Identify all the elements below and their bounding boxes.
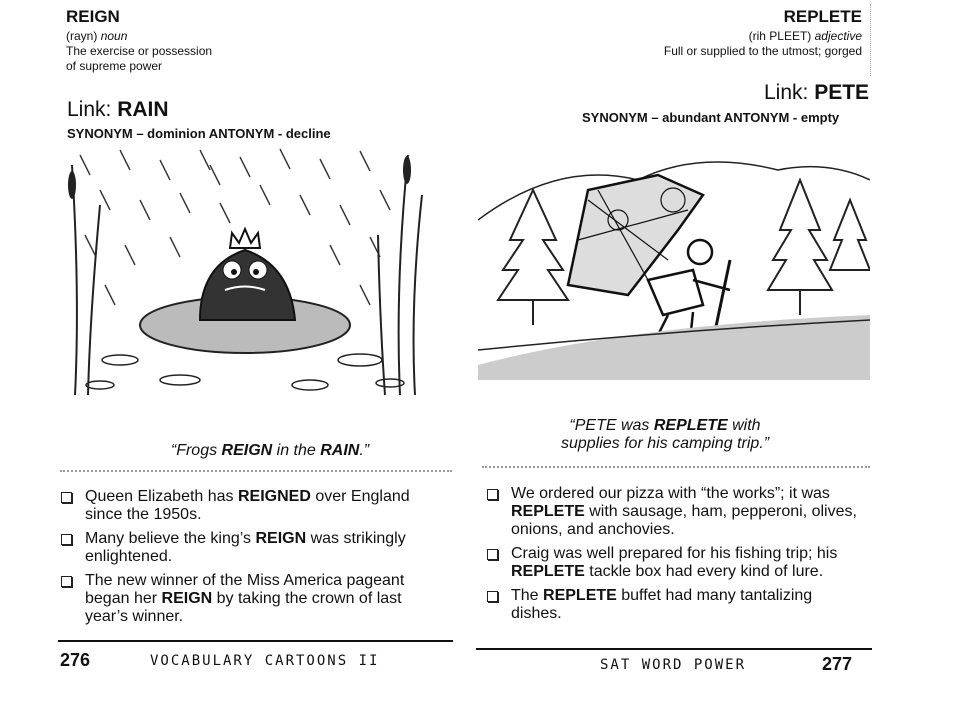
right-caption bbox=[520, 417, 810, 453]
text-segment: over England bbox=[310, 488, 410, 505]
text-bold: REPLETE bbox=[511, 563, 585, 580]
left-link-label: Link: bbox=[67, 98, 112, 121]
checkbox-icon bbox=[487, 489, 498, 500]
left-caption-post: .” bbox=[359, 442, 370, 459]
water-ripples bbox=[86, 354, 404, 390]
right-sentence-1 bbox=[484, 485, 874, 539]
left-definition-1: The exercise or possession bbox=[66, 44, 213, 58]
text-bold: REIGN bbox=[255, 530, 307, 547]
right-sentence-2 bbox=[484, 545, 874, 581]
right-footer-title: SAT WORD POWER bbox=[600, 657, 747, 673]
text-segment: tackle box had every kind of lure. bbox=[584, 563, 824, 580]
text-line: The new winner of the Miss America pageant bbox=[85, 572, 405, 589]
ground bbox=[478, 315, 870, 380]
text-line: onions, and anchovies. bbox=[511, 521, 675, 538]
right-divider bbox=[482, 466, 870, 468]
text-bold: REPLETE bbox=[511, 503, 585, 520]
right-sentence-list bbox=[484, 485, 874, 629]
left-link bbox=[67, 98, 169, 122]
hiker-cartoon bbox=[478, 140, 870, 380]
left-part-of-speech: noun bbox=[100, 29, 128, 43]
text-bold: REPLETE bbox=[543, 587, 617, 604]
left-caption-pre: “Frogs bbox=[170, 442, 222, 459]
right-caption-bold: REPLETE bbox=[653, 417, 728, 434]
left-link-word: RAIN bbox=[117, 98, 169, 121]
text-line: since the 1950s. bbox=[85, 506, 202, 523]
right-synonym-line: SYNONYM – abundant ANTONYM - empty bbox=[582, 110, 840, 125]
right-caption-line2: supplies for his camping trip.” bbox=[560, 435, 770, 452]
text-segment: The bbox=[511, 587, 544, 604]
text-bold: REIGN bbox=[161, 590, 213, 607]
right-word-title: REPLETE bbox=[783, 7, 862, 26]
text-segment: Many believe the king’s bbox=[85, 530, 256, 547]
checkbox-icon bbox=[487, 549, 498, 560]
left-page-number: 276 bbox=[60, 650, 91, 670]
left-divider bbox=[60, 470, 452, 472]
right-caption-post: with bbox=[727, 417, 761, 434]
right-margin-line bbox=[870, 4, 871, 76]
text-segment: with sausage, ham, pepperoni, olives, bbox=[584, 503, 857, 520]
text-line: enlightened. bbox=[85, 548, 173, 565]
left-sentence-list bbox=[58, 488, 453, 632]
right-definition-1: Full or supplied to the utmost; gorged bbox=[663, 44, 862, 58]
left-sentence-2 bbox=[58, 530, 453, 566]
left-caption bbox=[120, 442, 420, 460]
crown bbox=[230, 229, 260, 248]
text-segment: buffet had many tantalizing bbox=[616, 587, 813, 604]
left-caption-bold2: RAIN bbox=[320, 442, 360, 459]
text-line: dishes. bbox=[511, 605, 562, 622]
right-page-number: 277 bbox=[822, 654, 853, 674]
text-segment: began her bbox=[85, 590, 162, 607]
right-link-label: Link: bbox=[764, 81, 809, 104]
checkbox-icon bbox=[487, 591, 498, 602]
left-word-title: REIGN bbox=[66, 7, 120, 26]
checkbox-icon bbox=[61, 576, 72, 587]
frog bbox=[200, 250, 295, 320]
left-synonym-line: SYNONYM – dominion ANTONYM - decline bbox=[67, 126, 331, 141]
left-caption-bold1: REIGN bbox=[221, 442, 273, 459]
text-line: We ordered our pizza with “the works”; it was bbox=[511, 485, 830, 502]
left-footer-rule bbox=[58, 640, 453, 642]
right-footer-rule bbox=[476, 648, 872, 650]
checkbox-icon bbox=[61, 534, 72, 545]
text-line: Craig was well prepared for his fishing trip; his bbox=[511, 545, 838, 562]
right-part-of-speech: adjective bbox=[814, 29, 862, 43]
right-pronunciation-line bbox=[749, 29, 862, 44]
text-bold: REIGNED bbox=[238, 488, 311, 505]
right-caption-pre: “PETE was bbox=[569, 417, 654, 434]
right-sentence-3 bbox=[484, 587, 874, 623]
text-line: year’s winner. bbox=[85, 608, 184, 625]
text-segment: by taking the crown of last bbox=[212, 590, 402, 607]
right-link bbox=[764, 81, 869, 105]
checkbox-icon bbox=[61, 492, 72, 503]
text-segment: Queen Elizabeth has bbox=[85, 488, 238, 505]
left-pronunciation-line bbox=[66, 29, 127, 44]
left-sentence-1 bbox=[58, 488, 453, 524]
left-definition-2: of supreme power bbox=[66, 59, 163, 73]
left-caption-mid: in the bbox=[272, 442, 321, 459]
right-pronunciation: (rih PLEET) bbox=[748, 29, 812, 43]
left-sentence-3 bbox=[58, 572, 453, 626]
frog-cartoon bbox=[60, 145, 430, 400]
text-segment: was strikingly bbox=[306, 530, 406, 547]
left-pronunciation: (rayn) bbox=[66, 29, 98, 43]
right-link-word: PETE bbox=[814, 81, 870, 104]
left-footer-title: VOCABULARY CARTOONS II bbox=[150, 653, 380, 669]
